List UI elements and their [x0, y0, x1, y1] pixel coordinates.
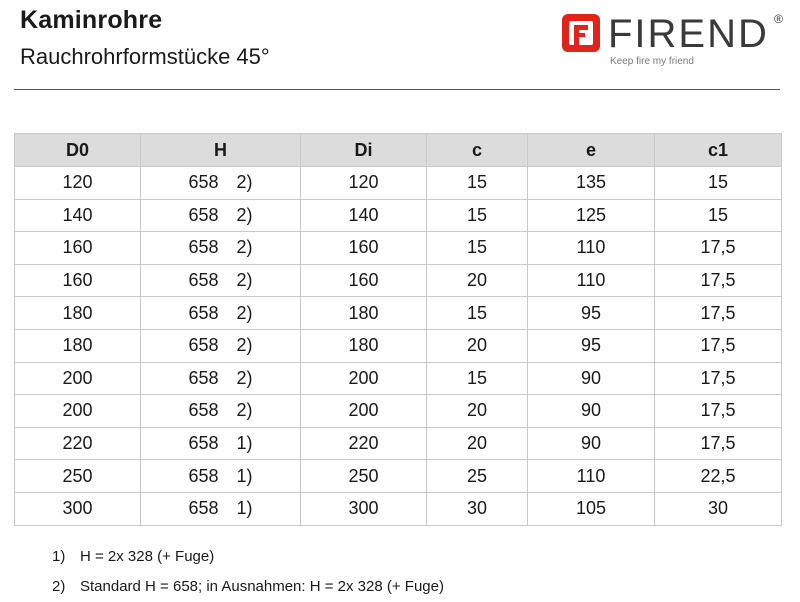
cell-c: 15 [427, 232, 528, 265]
footnote-1 [52, 542, 444, 572]
column-header-d0: D0 [15, 134, 141, 167]
cell-c1: 17,5 [655, 264, 782, 297]
footnote-number: 2) [52, 578, 66, 595]
footnote-number: 1) [52, 548, 66, 565]
cell-di: 180 [301, 329, 427, 362]
column-header-c: c [427, 134, 528, 167]
cell-c: 15 [427, 297, 528, 330]
cell-h [141, 297, 301, 330]
table-header-row [15, 134, 782, 167]
cell-c1: 17,5 [655, 232, 782, 265]
cell-di: 120 [301, 167, 427, 200]
cell-e: 90 [528, 395, 655, 428]
table-row [15, 460, 782, 493]
footnote-ref: 1) [236, 498, 253, 519]
cell-di: 220 [301, 427, 427, 460]
cell-c: 20 [427, 395, 528, 428]
column-header-di: Di [301, 134, 427, 167]
cell-di: 160 [301, 264, 427, 297]
cell-e: 95 [528, 297, 655, 330]
cell-c: 20 [427, 427, 528, 460]
cell-e: 135 [528, 167, 655, 200]
column-header-e: e [528, 134, 655, 167]
cell-e: 90 [528, 362, 655, 395]
footnote-ref: 2) [236, 367, 253, 388]
header-divider [14, 89, 780, 90]
cell-c: 20 [427, 264, 528, 297]
firend-logo-icon [562, 14, 600, 52]
footnote-ref: 2) [236, 204, 253, 225]
cell-c1: 17,5 [655, 329, 782, 362]
cell-di: 250 [301, 460, 427, 493]
cell-d0: 300 [15, 492, 141, 525]
height-value: 658 [188, 302, 219, 323]
cell-d0: 160 [15, 264, 141, 297]
cell-h [141, 199, 301, 232]
cell-c: 20 [427, 329, 528, 362]
cell-h [141, 329, 301, 362]
footnote-ref: 2) [236, 335, 253, 356]
cell-d0: 200 [15, 395, 141, 428]
cell-d0: 220 [15, 427, 141, 460]
footnote-ref: 2) [236, 237, 253, 258]
cell-e: 95 [528, 329, 655, 362]
height-value: 658 [188, 172, 219, 193]
cell-h [141, 492, 301, 525]
height-value: 658 [188, 237, 219, 258]
height-value: 658 [188, 367, 219, 388]
footnote-text: Standard H = 658; in Ausnahmen: H = 2x 328 (+ Fuge) [80, 578, 444, 595]
footnotes [52, 542, 444, 602]
height-value: 658 [188, 465, 219, 486]
logo-wordmark: FIREND [608, 12, 769, 56]
table-row [15, 264, 782, 297]
table-row [15, 427, 782, 460]
cell-c1: 30 [655, 492, 782, 525]
cell-d0: 160 [15, 232, 141, 265]
cell-d0: 180 [15, 297, 141, 330]
cell-c: 15 [427, 167, 528, 200]
footnote-ref: 2) [236, 302, 253, 323]
cell-e: 110 [528, 232, 655, 265]
cell-e: 110 [528, 264, 655, 297]
registered-mark: ® [774, 12, 783, 26]
footnote-ref: 2) [236, 400, 253, 421]
cell-di: 200 [301, 362, 427, 395]
height-value: 658 [188, 433, 219, 454]
logo-tagline: Keep fire my friend [610, 56, 694, 67]
footnote-ref: 1) [236, 465, 253, 486]
column-header-h: H [141, 134, 301, 167]
footnote-text: H = 2x 328 (+ Fuge) [80, 548, 215, 565]
cell-d0: 140 [15, 199, 141, 232]
cell-c: 15 [427, 199, 528, 232]
cell-h [141, 264, 301, 297]
cell-c1: 17,5 [655, 395, 782, 428]
cell-d0: 120 [15, 167, 141, 200]
table-row [15, 329, 782, 362]
cell-c1: 15 [655, 199, 782, 232]
height-value: 658 [188, 335, 219, 356]
table-row [15, 492, 782, 525]
cell-di: 140 [301, 199, 427, 232]
cell-h [141, 460, 301, 493]
table-row [15, 395, 782, 428]
cell-di: 300 [301, 492, 427, 525]
cell-h [141, 232, 301, 265]
cell-c1: 17,5 [655, 427, 782, 460]
dimensions-table [14, 133, 782, 526]
table-row [15, 362, 782, 395]
cell-h [141, 427, 301, 460]
cell-c: 25 [427, 460, 528, 493]
footnote-2 [52, 572, 444, 602]
footnote-ref: 1) [236, 433, 253, 454]
column-header-c1: c1 [655, 134, 782, 167]
cell-c1: 22,5 [655, 460, 782, 493]
cell-h [141, 362, 301, 395]
cell-d0: 200 [15, 362, 141, 395]
cell-e: 105 [528, 492, 655, 525]
table-row [15, 167, 782, 200]
cell-e: 90 [528, 427, 655, 460]
cell-e: 125 [528, 199, 655, 232]
cell-di: 200 [301, 395, 427, 428]
cell-h [141, 167, 301, 200]
cell-c1: 15 [655, 167, 782, 200]
table-row [15, 199, 782, 232]
cell-c: 15 [427, 362, 528, 395]
height-value: 658 [188, 204, 219, 225]
cell-e: 110 [528, 460, 655, 493]
table-row [15, 232, 782, 265]
cell-c: 30 [427, 492, 528, 525]
height-value: 658 [188, 400, 219, 421]
brand-logo [562, 10, 787, 70]
cell-h [141, 395, 301, 428]
cell-di: 160 [301, 232, 427, 265]
cell-d0: 180 [15, 329, 141, 362]
cell-di: 180 [301, 297, 427, 330]
cell-d0: 250 [15, 460, 141, 493]
cell-c1: 17,5 [655, 297, 782, 330]
height-value: 658 [188, 270, 219, 291]
page-title: Kaminrohre [20, 6, 163, 34]
height-value: 658 [188, 498, 219, 519]
footnote-ref: 2) [236, 270, 253, 291]
cell-c1: 17,5 [655, 362, 782, 395]
footnote-ref: 2) [236, 172, 253, 193]
table-row [15, 297, 782, 330]
page-subtitle: Rauchrohrformstücke 45° [20, 44, 270, 69]
